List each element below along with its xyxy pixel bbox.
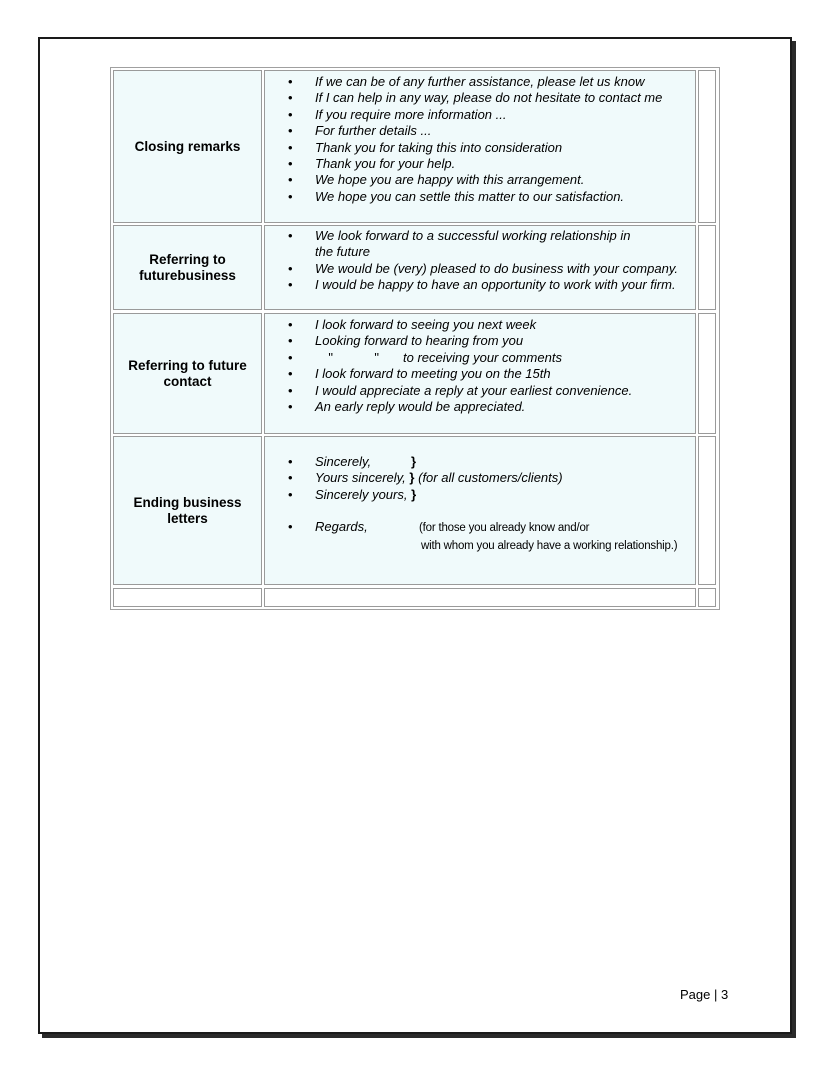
row-content-future-contact: [264, 313, 696, 434]
list-item-text: Sincerely yours,: [315, 486, 408, 502]
label-text: Referring to future: [128, 357, 247, 373]
blank-cell: [698, 436, 716, 585]
phrase-list: [265, 454, 695, 554]
list-item-text: to receiving your comments: [403, 349, 562, 365]
list-item: • Looking forward to hearing from you: [265, 333, 695, 349]
label-text: futurebusiness: [139, 267, 236, 283]
list-item: [265, 470, 695, 486]
empty-cell: [698, 588, 716, 607]
list-item: • I would appreciate a reply at your earliest convenience.: [265, 383, 695, 399]
ditto-mark: ": [374, 349, 379, 365]
label-text: letters: [167, 510, 208, 526]
phrase-list: [265, 74, 695, 205]
regards-note: with whom you already have a working relationship.): [421, 539, 678, 552]
row-content-ending-letters: [264, 436, 696, 585]
list-item: • We look forward to a successful working relationship in the future: [265, 228, 649, 261]
phrases-table: [110, 67, 720, 610]
brace: }: [411, 454, 417, 469]
list-item: • An early reply would be appreciated.: [265, 399, 695, 415]
list-item: • Thank you for your help.: [265, 156, 695, 172]
list-item: • We would be (very) pleased to do business with your company.: [265, 261, 695, 277]
list-item-text: Sincerely,: [315, 454, 372, 469]
row-label-ending-letters: [113, 436, 262, 585]
row-content-closing-remarks: [264, 70, 696, 223]
list-item: • I look forward to meeting you on the 15th: [265, 366, 695, 382]
list-item: [265, 350, 695, 366]
blank-cell: [698, 225, 716, 310]
list-item: [265, 454, 695, 470]
list-item: • If I can help in any way, please do not hesitate to contact me: [265, 90, 695, 106]
label-text: contact: [163, 373, 212, 389]
brace: }: [411, 486, 417, 502]
list-item: • I look forward to seeing you next week: [265, 317, 695, 333]
row-label-future-contact: [113, 313, 262, 434]
label-text: Closing remarks: [134, 138, 241, 154]
list-item: [265, 519, 695, 536]
empty-cell: [113, 588, 262, 607]
label-text: Ending business: [133, 494, 242, 510]
list-item: • If we can be of any further assistance, please let us know: [265, 74, 695, 90]
page-number: Page | 3: [680, 987, 729, 1002]
list-item: • For further details ...: [265, 123, 695, 139]
list-item: • I would be happy to have an opportunity to work with your firm.: [265, 277, 695, 293]
brace: }: [409, 470, 415, 486]
empty-cell: [264, 588, 696, 607]
list-item: • We hope you can settle this matter to our satisfaction.: [265, 189, 695, 205]
regards-note-continuation: [265, 537, 695, 554]
list-item-text: Yours sincerely,: [315, 470, 406, 486]
phrase-list: [265, 317, 695, 415]
row-content-future-business: [264, 225, 696, 310]
row-label-future-business: [113, 225, 262, 310]
list-item: • We hope you are happy with this arrangement.: [265, 172, 695, 188]
list-item-text: Regards,: [315, 519, 368, 535]
regards-note: (for those you already know and/or: [419, 522, 590, 535]
list-item: [265, 487, 695, 503]
blank-cell: [698, 70, 716, 223]
label-text: Referring to: [149, 251, 226, 267]
customers-note: (for all customers/clients): [418, 470, 563, 486]
blank-cell: [698, 313, 716, 434]
phrase-list: [265, 228, 695, 294]
ditto-mark: ": [328, 349, 333, 365]
row-label-closing-remarks: [113, 70, 262, 223]
list-item: • If you require more information ...: [265, 107, 695, 123]
list-item: • Thank you for taking this into consideration: [265, 140, 695, 156]
